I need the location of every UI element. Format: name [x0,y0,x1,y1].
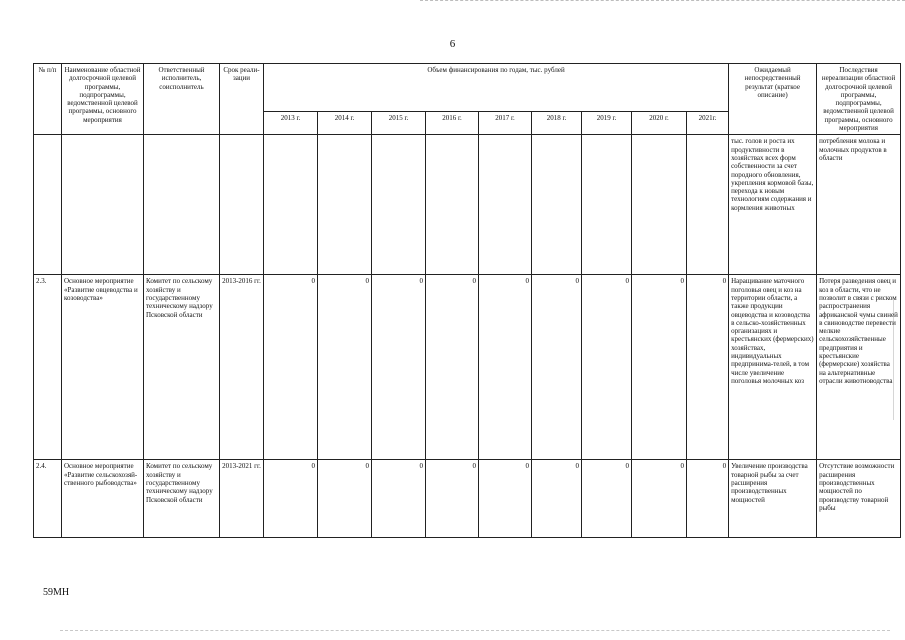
row-value: 0 [372,275,426,460]
row-term [220,135,264,275]
scan-artifact-bottom [60,630,890,633]
row-value: 0 [426,275,479,460]
header-year: 2019 г. [582,112,632,135]
row-consequences: Отсутствие возможности расширения производственных мощностей по производству товарной рыбы [817,460,901,538]
row-value: 0 [532,275,582,460]
row-value [318,135,372,275]
row-responsible: Комитет по сельскому хозяйству и государственному техническому надзору Псковской области [144,460,220,538]
row-name: Основное мероприятие «Развитие сельскохозяй-ственного рыбоводства» [62,460,144,538]
row-value: 0 [264,275,318,460]
header-consequences: Последствия нереализации областной долгосрочной целевой программы, подпрограммы, ведомственной целевой программы, основного мероприятия [817,64,901,135]
table-row [34,460,901,538]
page-number: 6 [449,38,456,50]
row-value: 0 [632,460,687,538]
row-value: 0 [318,275,372,460]
scan-artifact-top [420,0,905,3]
row-value [532,135,582,275]
header-name: Наименование областной долгосрочной целевой программы, подпрограммы, ведомственной целевой программы, основного мероприятия [62,64,144,135]
header-result: Ожидаемый непосредственный результат (краткое описание) [729,64,817,135]
row-value: 0 [318,460,372,538]
row-num [34,135,62,275]
row-value [687,135,729,275]
row-value [264,135,318,275]
row-num: 2.3. [34,275,62,460]
header-year: 2021г. [687,112,729,135]
row-num: 2.4. [34,460,62,538]
row-value: 0 [532,460,582,538]
table-row [34,135,901,275]
row-value: 0 [687,460,729,538]
row-name: Основное мероприятие «Развитие овцеводства и козоводства» [62,275,144,460]
row-value: 0 [426,460,479,538]
row-value: 0 [582,275,632,460]
header-year: 2016 г. [426,112,479,135]
row-result: Увеличение производства товарной рыбы за счет расширения производственных мощностей [729,460,817,538]
header-year: 2017 г. [479,112,532,135]
header-term: Срок реали-зации [220,64,264,135]
row-consequences: потребления молока и молочных продуктов в области [817,135,901,275]
row-value: 0 [582,460,632,538]
row-value: 0 [372,460,426,538]
document-code: 59МН [43,587,70,598]
header-year: 2013 г. [264,112,318,135]
row-value [426,135,479,275]
header-row [34,64,901,112]
row-responsible: Комитет по сельскому хозяйству и государственному техническому надзору Псковской области [144,275,220,460]
row-term: 2013-2021 гг. [220,460,264,538]
row-value: 0 [632,275,687,460]
row-value [582,135,632,275]
row-result: тыс. голов и роста их продуктивности в хозяйствах всех форм собственности за счет породного обновления, укрепления кормовой базы, перехода к новым технологиям содержания и кормления животных [729,135,817,275]
financing-table [33,63,901,538]
row-value: 0 [264,460,318,538]
header-year: 2014 г. [318,112,372,135]
row-responsible [144,135,220,275]
header-responsible: Ответственный исполнитель, соисполнитель [144,64,220,135]
row-value: 0 [687,275,729,460]
row-term: 2013-2016 гг. [220,275,264,460]
row-value [632,135,687,275]
row-result: Наращивание маточного поголовья овец и коз на территории области, а также продукции овцеводства и козоводства в сельско-хозяйственных организациях и крестьянских (фермерских) хозяйствах, индивидуальных предпринима-телей, в том числе увеличение поголовья молочных коз [729,275,817,460]
header-num: № п/п [34,64,62,135]
header-year: 2018 г. [532,112,582,135]
row-consequences: Потеря разведения овец и коз в области, что не позволит в связи с риском распространения африканской чумы свиней в свиноводстве перевести мелкие сельскохозяйственные предприятия и крестьянские (фермерские) хозяйства на альтернативные отрасли животноводства [817,275,901,460]
header-year: 2020 г. [632,112,687,135]
table-row [34,275,901,460]
row-value: 0 [479,275,532,460]
header-funding: Объем финансирования по годам, тыс. рублей [264,64,729,112]
row-value [479,135,532,275]
row-name [62,135,144,275]
header-year: 2015 г. [372,112,426,135]
row-value [372,135,426,275]
row-value: 0 [479,460,532,538]
